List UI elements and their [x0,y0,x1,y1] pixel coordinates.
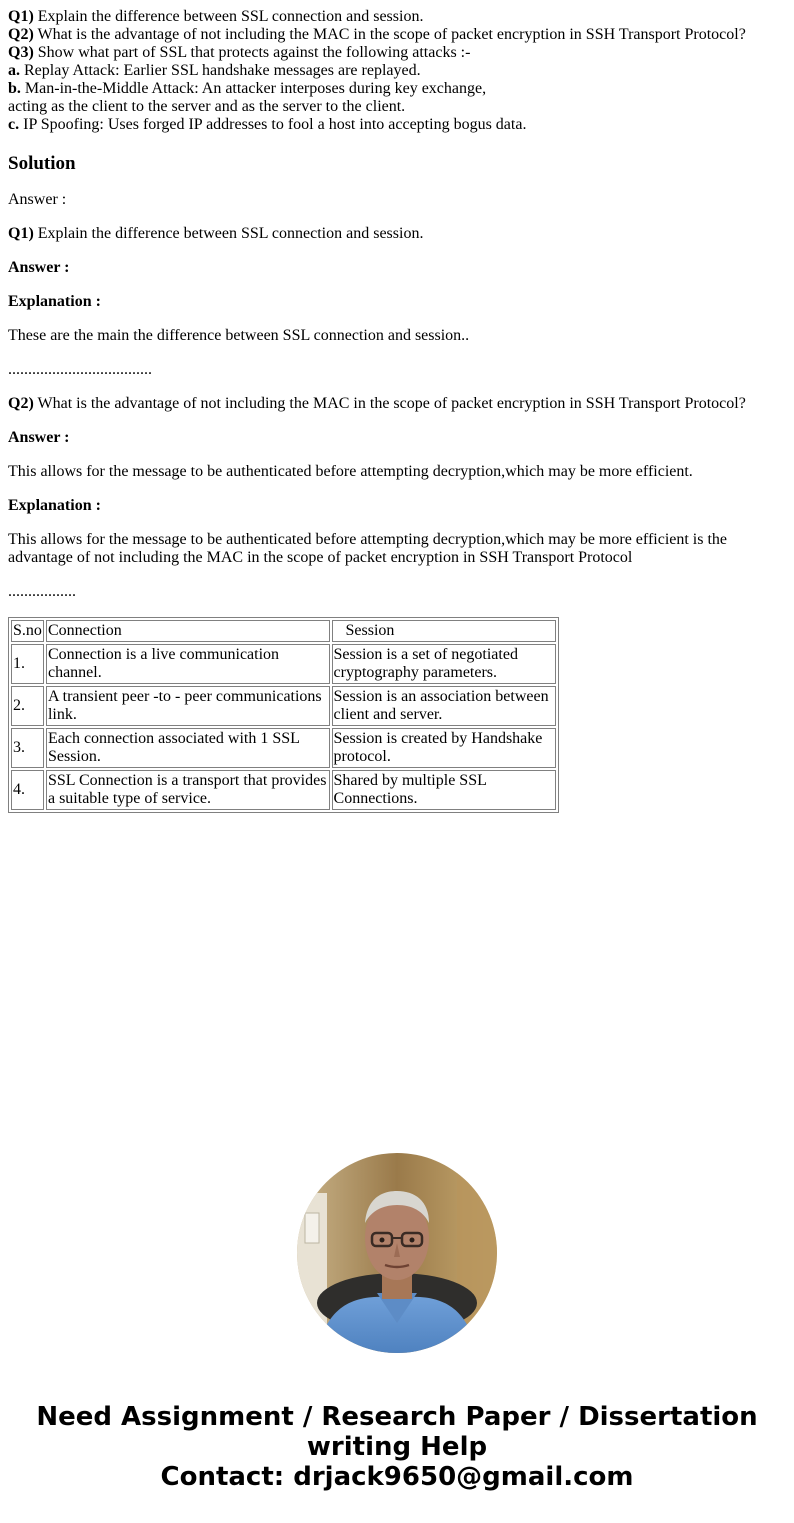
question-text: acting as the client to the server and as the server to the client. [8,98,406,115]
q1-label: Q1) [8,225,34,242]
q2-text: What is the advantage of not including the MAC in the scope of packet encryption in SSH Transport Protocol? [33,395,746,412]
question-label: Q2) [8,26,34,43]
cell-sno: 1. [11,644,44,684]
question-q3-b-cont [8,98,786,116]
cell-connection: Each connection associated with 1 SSL Session. [46,728,330,768]
q1-explanation: These are the main the difference between SSL connection and session.. [8,327,470,344]
table-row [11,728,556,768]
question-label: c. [8,116,20,133]
question-text: Explain the difference between SSL connection and session. [33,8,424,25]
answer-label-text: Answer : [8,429,70,446]
table-row [11,644,556,684]
question-label: Q1) [8,8,34,25]
q1-explanation-label [8,293,786,311]
table-header-row [11,620,556,642]
question-label: a. [8,62,20,79]
cell-session: Session is created by Handshake protocol. [332,728,556,768]
cta-contact: Contact: drjack9650@gmail.com [160,1462,634,1492]
question-text: Man-in-the-Middle Attack: An attacker interposes during key exchange, [20,80,487,97]
q2-restated [8,395,786,413]
question-label: Q3) [8,44,34,61]
explanation-label-text: Explanation : [8,293,101,310]
author-photo [297,1153,497,1353]
cell-sno: 3. [11,728,44,768]
q1-answer-label [8,259,786,277]
header-session [332,620,556,642]
table-row [11,686,556,726]
question-q3-a [8,62,786,80]
question-q3-c [8,116,786,134]
author-photo-illustration [297,1153,497,1353]
question-q2 [8,26,786,44]
question-text: What is the advantage of not including the MAC in the scope of packet encryption in SSH Transport Protocol? [33,26,746,43]
cell-connection: A transient peer -to - peer communications link. [46,686,330,726]
cell-session: Session is an association between client and server. [332,686,556,726]
q2-explanation-label [8,497,786,515]
solution-heading: Solution [8,153,76,174]
header-session-text: Session [345,622,395,639]
explanation-label-text: Explanation : [8,497,101,514]
q1-restated [8,225,786,243]
cell-session: Session is a set of negotiated cryptography parameters. [332,644,556,684]
q2-answer-label [8,429,786,447]
answer-intro: Answer : [8,191,67,208]
question-text: IP Spoofing: Uses forged IP addresses to fool a host into accepting bogus data. [19,116,527,133]
contact-banner [0,1402,794,1492]
question-label: b. [8,80,21,97]
question-text: Show what part of SSL that protects against the following attacks :- [33,44,471,61]
header-sno: S.no [11,620,44,642]
cell-sno: 2. [11,686,44,726]
q2-explanation: This allows for the message to be authenticated before attempting decryption,which may be more efficient is the advantage of not including the MAC in the scope of packet encryption in SSH Transport Protocol [8,531,728,566]
q1-text: Explain the difference between SSL connection and session. [33,225,424,242]
cta-line-1: Need Assignment / Research Paper / Dissertation [36,1402,758,1432]
q2-answer: This allows for the message to be authenticated before attempting decryption,which may be more efficient. [8,463,693,480]
answer-label-text: Answer : [8,259,70,276]
table-row [11,770,556,810]
cell-sno: 4. [11,770,44,810]
header-connection: Connection [46,620,330,642]
question-q3-b [8,80,786,98]
question-q1 [8,8,786,26]
cell-connection: Connection is a live communication channel. [46,644,330,684]
q2-separator: ................. [8,583,76,600]
cta-line-2: writing Help [306,1432,488,1462]
cell-connection: SSL Connection is a transport that provides a suitable type of service. [46,770,330,810]
question-q3 [8,44,786,62]
cell-session: Shared by multiple SSL Connections. [332,770,556,810]
comparison-table [8,617,559,813]
q2-label: Q2) [8,395,34,412]
q1-separator: .................................... [8,361,152,378]
question-text: Replay Attack: Earlier SSL handshake messages are replayed. [20,62,421,79]
question-list [8,8,786,134]
